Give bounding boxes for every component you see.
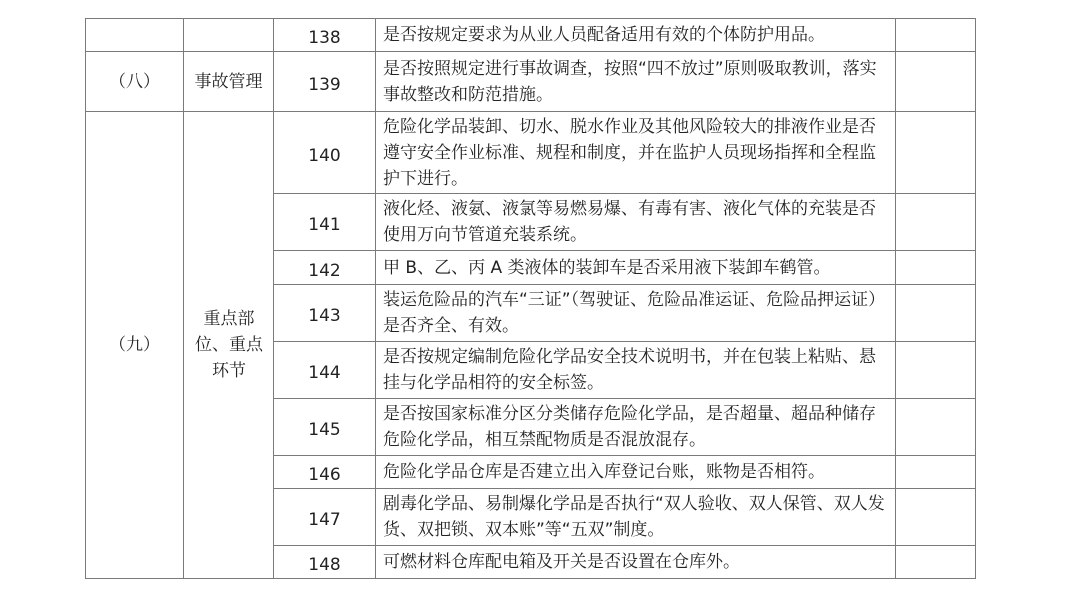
check-cell: [896, 489, 976, 546]
item-text: 甲 B、乙、丙 A 类液体的装卸车是否采用液下装卸车鹤管。: [376, 251, 896, 285]
section-name-cell: [184, 19, 274, 52]
table-row: [86, 112, 976, 194]
section-name-cell: [184, 112, 274, 579]
section-name-cell: 事故管理: [184, 52, 274, 112]
item-number: 146: [274, 456, 376, 489]
item-number: 142: [274, 251, 376, 285]
checklist-table: [85, 18, 976, 579]
item-text: 是否按规定编制危险化学品安全技术说明书，并在包装上粘贴、悬挂与化学品相符的安全标签。: [376, 342, 896, 399]
category-cell: （八）: [86, 52, 184, 112]
item-number: 138: [274, 19, 376, 52]
item-number: 144: [274, 342, 376, 399]
section-name-text: 重点部位、重点环节: [195, 309, 263, 381]
item-text: 装运危险品的汽车“三证”（驾驶证、危险品准运证、危险品押运证）是否齐全、有效。: [376, 285, 896, 342]
category-cell: [86, 19, 184, 52]
item-number: 141: [274, 194, 376, 251]
item-number: 148: [274, 546, 376, 579]
check-cell: [896, 285, 976, 342]
item-text: 剧毒化学品、易制爆化学品是否执行“双人验收、双人保管、双人发货、双把锁、双本账”等“五双”制度。: [376, 489, 896, 546]
check-cell: [896, 342, 976, 399]
item-text: 液化烃、液氨、液氯等易燃易爆、有毒有害、液化气体的充装是否使用万向节管道充装系统。: [376, 194, 896, 251]
table-row: [86, 52, 976, 112]
check-cell: [896, 194, 976, 251]
check-cell: [896, 456, 976, 489]
check-cell: [896, 251, 976, 285]
item-text: 是否按规定要求为从业人员配备适用有效的个体防护用品。: [376, 19, 896, 52]
item-number: 147: [274, 489, 376, 546]
item-number: 139: [274, 52, 376, 112]
check-cell: [896, 112, 976, 194]
item-text: 危险化学品装卸、切水、脱水作业及其他风险较大的排液作业是否遵守安全作业标准、规程和制度，并在监护人员现场指挥和全程监护下进行。: [376, 112, 896, 194]
item-text: 是否按国家标准分区分类储存危险化学品，是否超量、超品种储存危险化学品，相互禁配物质是否混放混存。: [376, 399, 896, 456]
check-cell: [896, 19, 976, 52]
table-row: [86, 19, 976, 52]
category-cell: （九）: [86, 112, 184, 579]
check-cell: [896, 546, 976, 579]
item-text: 可燃材料仓库配电箱及开关是否设置在仓库外。: [376, 546, 896, 579]
item-text: 危险化学品仓库是否建立出入库登记台账，账物是否相符。: [376, 456, 896, 489]
item-number: 143: [274, 285, 376, 342]
check-cell: [896, 399, 976, 456]
check-cell: [896, 52, 976, 112]
item-number: 145: [274, 399, 376, 456]
item-number: 140: [274, 112, 376, 194]
item-text: 是否按照规定进行事故调查，按照“四不放过”原则吸取教训，落实事故整改和防范措施。: [376, 52, 896, 112]
